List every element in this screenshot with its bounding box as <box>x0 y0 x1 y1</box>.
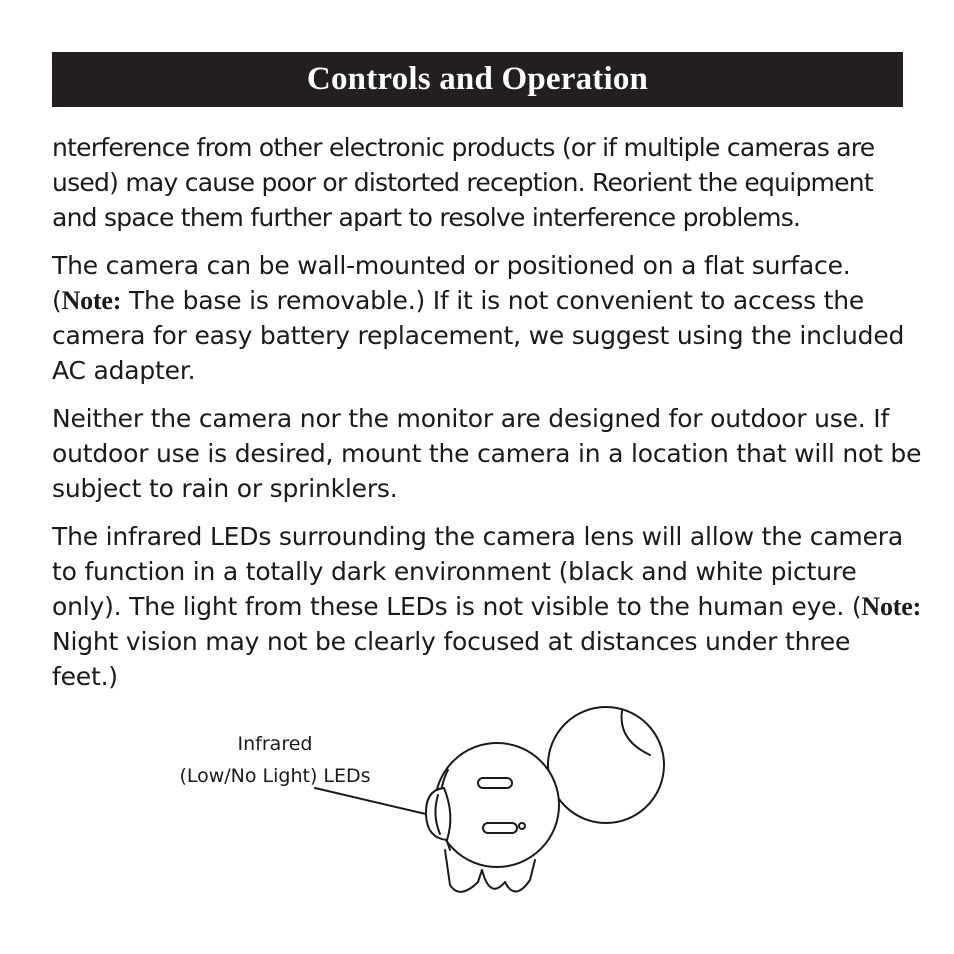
paragraph-mounting-post: The base is removable.) If it is not convenient to access the camera for easy battery replacement, we suggest using the included AC adapter. <box>52 286 905 385</box>
callout-leader-line <box>315 788 430 815</box>
callout-line-2: (Low/No Light) LEDs <box>179 765 371 787</box>
camera-body <box>435 743 559 867</box>
callout-line-1: Infrared <box>237 733 313 755</box>
paragraph-interference: nterference from other electronic products (or if multiple cameras are used) may cause poor or distorted reception. Reorient the equipment and space them further apart to resolve interference problems. <box>52 133 875 232</box>
paragraph-outdoor: Neither the camera nor the monitor are designed for outdoor use. If outdoor use is desired, mount the camera in a location that will not be subject to rain or sprinklers. <box>52 404 922 503</box>
paragraph-infrared-post: Night vision may not be clearly focused at distances under three feet.) <box>52 627 851 691</box>
paragraph-infrared-pre: The infrared LEDs surrounding the camera lens will allow the camera to function in a totally dark environment (black and white picture only). The light from these LEDs is not visible to the human eye. ( <box>52 522 903 621</box>
camera-dome <box>548 707 664 823</box>
paragraph-mounting-pre: The camera can be wall-mounted or positioned on a flat surface. ( <box>52 251 851 315</box>
note-label: Note: <box>61 286 122 315</box>
note-label: Note: <box>861 592 922 621</box>
infrared-led-pod <box>426 788 450 840</box>
section-title: Controls and Operation <box>306 61 649 97</box>
